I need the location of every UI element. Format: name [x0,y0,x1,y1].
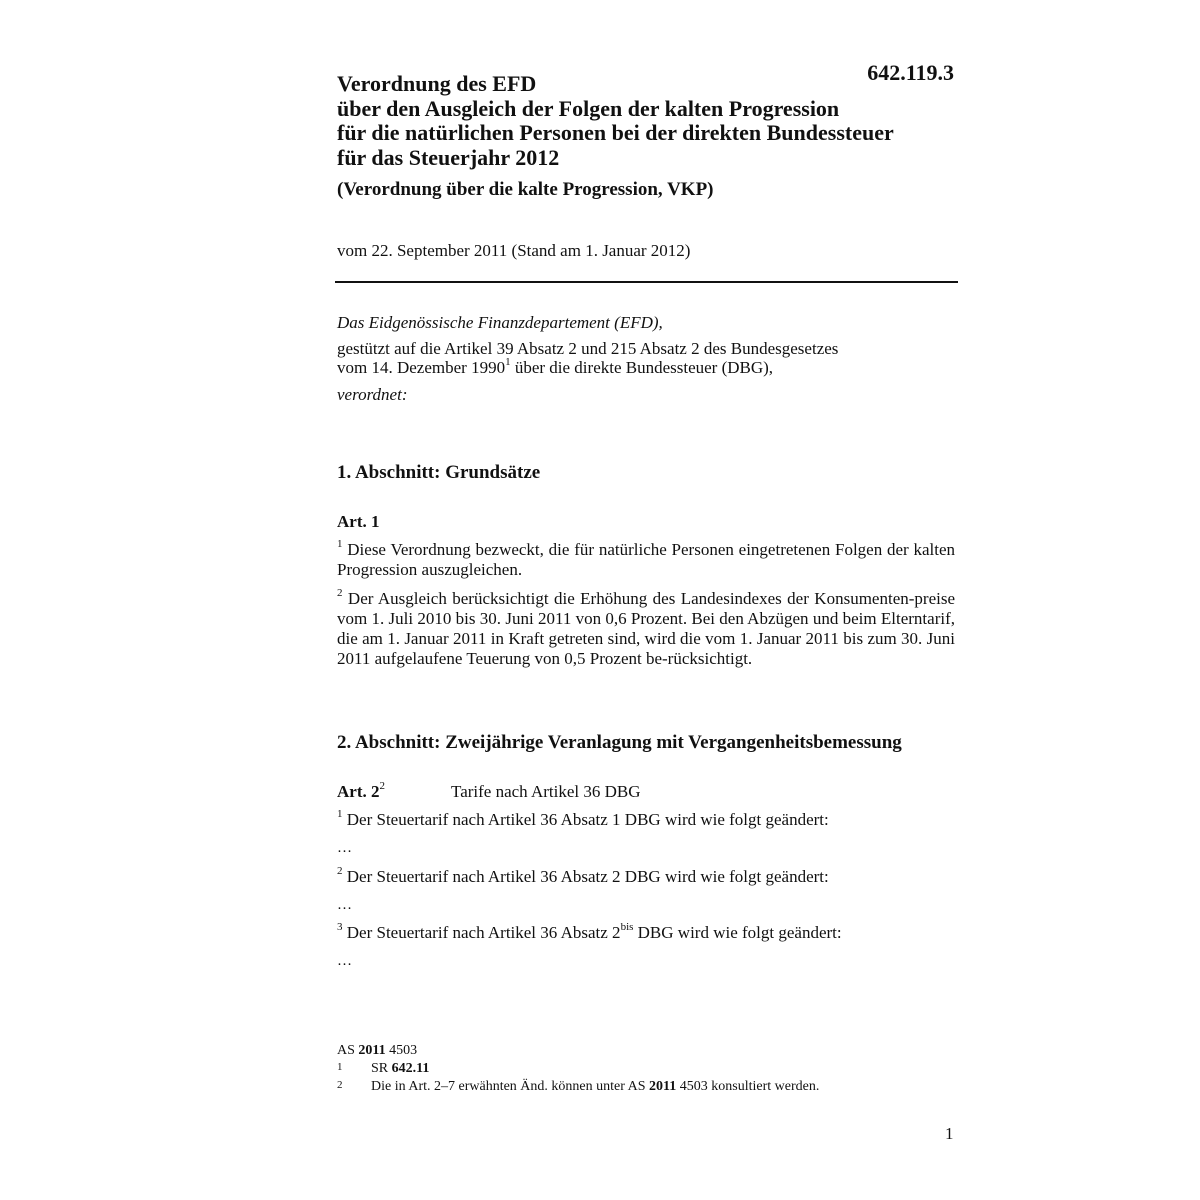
title-line: Verordnung des EFD [337,71,537,96]
ellipsis: … [337,897,353,913]
preamble-authority: Das Eidgenössische Finanzdepartement (EFD), [337,313,663,332]
article-2-paragraph-1: $^1$ Der Steuertarif nach Artikel 36 Absatz 1 DBG wird wie folgt geändert: [337,808,829,829]
article-1-paragraph-1: $^1$ Diese Verordnung bezweckt, die für natürliche Personen eingetretenen Folgen der kalten Progression auszugleichen. [337,538,955,579]
date-line: vom 22. September 2011 (Stand am 1. Januar 2012) [337,241,691,260]
section1-heading: 1. Abschnitt: Grundsätze [337,462,541,483]
preamble-basis-line2: vom 14. Dezember 1990$^1$ über die direkte Bundessteuer (DBG), [337,356,774,377]
page-number: 1 [945,1124,954,1143]
footnote-ref[interactable]: 1 [505,356,511,369]
article-2-heading: Art. $2^2$ [337,780,385,801]
as-reference: AS 2011 4503 [337,1043,418,1058]
header-rule [335,281,958,283]
section2-heading: 2. Abschnitt: Zweijährige Veranlagung mit Vergangenheitsbemessung [337,732,902,753]
article-1-paragraph-2: $^2$ Der Ausgleich berücksichtigt die Erhöhung des Landesindexes der Konsumenten-preise vom 1. Juli 2010 bis 30. Juni 2011 von 0,6 Prozent. Bei den Abzügen und beim Elterntarif, die am 1. Januar 2011 in Kraft getreten sind, wird die vom 1. Januar 2011 bis zum 30. Juni 2011 aufgelaufene Teuerung von 0,5 Prozent be-rücksichtigt. [337,587,955,668]
article-1-heading: Art. 1 [337,512,380,531]
article-2-title: Tarife nach Artikel 36 DBG [451,782,641,801]
preamble-basis-line1: gestützt auf die Artikel 39 Absatz 2 und 215 Absatz 2 des Bundesgesetzes [337,339,839,358]
title-line: über den Ausgleich der Folgen der kalten Progression [337,95,840,121]
ellipsis: … [337,840,353,856]
short-title: (Verordnung über die kalte Progression, VKP) [337,179,714,200]
footnote-ref[interactable]: 2 [379,780,385,793]
article-2-paragraph-2: $^2$ Der Steuertarif nach Artikel 36 Absatz 2 DBG wird wie folgt geändert: [337,865,829,886]
sr-number: 642.119.3 [867,60,954,85]
preamble-decrees: verordnet: [337,385,408,404]
title-line: für das Steuerjahr 2012 [337,144,560,170]
title-line: für die natürlichen Personen bei der direkten Bundessteuer [337,120,894,145]
ellipsis: … [337,953,353,969]
document-title [337,72,977,170]
article-2-paragraph-3: $^3$ Der Steuertarif nach Artikel 36 Absatz $2^{bis}$ DBG wird wie folgt geändert: [337,921,842,942]
